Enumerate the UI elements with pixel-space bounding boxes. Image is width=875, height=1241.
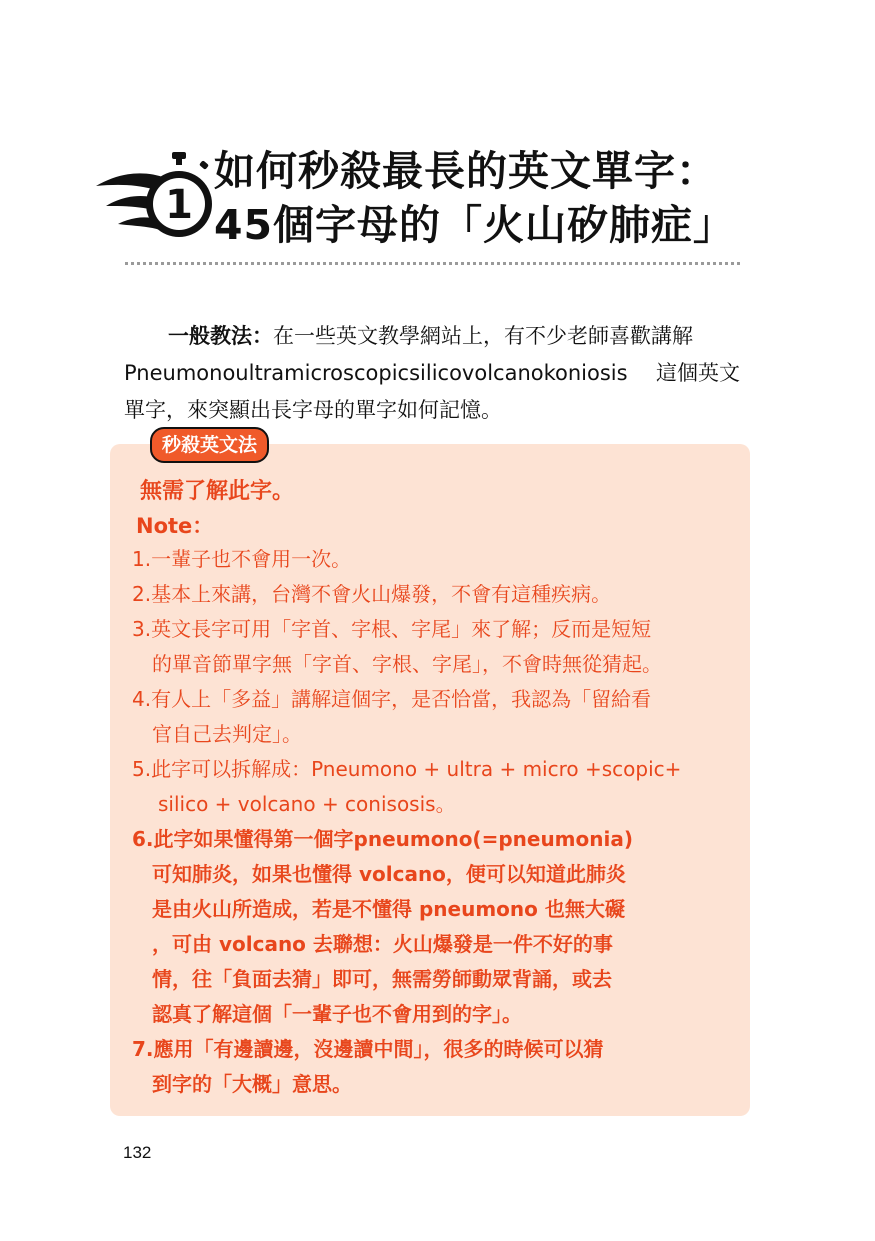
stopwatch-flame-icon bbox=[92, 148, 212, 248]
intro-line-3: 單字，來突顯出長字母的單字如何記憶。 bbox=[124, 398, 502, 422]
note-line-12: ，可由 volcano 去聯想：火山爆發是一件不好的事 bbox=[152, 932, 613, 956]
note-line-9: 6.此字如果懂得第一個字pneumono(=pneumonia) bbox=[132, 827, 633, 851]
title-line-2: 45個字母的「火山矽肺症」 bbox=[214, 201, 736, 249]
intro-line-1-text: 在一些英文教學網站上，有不少老師喜歡講解 bbox=[273, 324, 693, 348]
note-line-4: 的單音節單字無「字首、字根、字尾」，不會時無從猜起。 bbox=[152, 652, 662, 676]
note-label: Note： bbox=[136, 514, 214, 538]
note-line-14: 認真了解這個「一輩子也不會用到的字」。 bbox=[152, 1002, 522, 1026]
intro-line-2-text: 這個英文 bbox=[656, 361, 740, 385]
note-line-2: 2.基本上來講，台灣不會火山爆發，不會有這種疾病。 bbox=[132, 582, 612, 606]
tip-content bbox=[132, 474, 742, 1102]
tip-headline: 無需了解此字。 bbox=[140, 479, 295, 504]
note-line-16: 到字的「大概」意思。 bbox=[152, 1072, 352, 1096]
tip-badge: 秒殺英文法 bbox=[150, 427, 269, 463]
intro-lead: 一般教法： bbox=[168, 324, 273, 348]
note-line-15: 7.應用「有邊讀邊，沒邊讀中間」，很多的時候可以猜 bbox=[132, 1037, 604, 1061]
long-word: Pneumonoultramicroscopicsilicovolcanokoniosis bbox=[124, 361, 628, 385]
note-line-13: 情，往「負面去猜」即可，無需勞師動眾背誦，或去 bbox=[152, 967, 612, 991]
note-line-7: 5.此字可以拆解成：Pneumono + ultra + micro +scopic+ bbox=[132, 757, 682, 781]
page-title bbox=[214, 144, 774, 252]
note-line-8: silico + volcano + conisosis。 bbox=[158, 792, 456, 816]
title-divider bbox=[125, 262, 740, 265]
note-line-3: 3.英文長字可用「字首、字根、字尾」來了解；反而是短短 bbox=[132, 617, 652, 641]
title-line-1: 如何秒殺最長的英文單字： bbox=[214, 147, 718, 195]
intro-line-1 bbox=[124, 318, 740, 355]
note-line-11: 是由火山所造成，若是不懂得 pneumono 也無大礙 bbox=[152, 897, 625, 921]
note-line-10: 可知肺炎，如果也懂得 volcano，便可以知道此肺炎 bbox=[152, 862, 626, 886]
note-line-5: 4.有人上「多益」講解這個字，是否恰當，我認為「留給看 bbox=[132, 687, 652, 711]
note-line-1: 1.一輩子也不會用一次。 bbox=[132, 547, 352, 571]
page-number: 132 bbox=[123, 1143, 152, 1162]
intro-paragraph bbox=[124, 318, 740, 429]
intro-line-2 bbox=[124, 355, 740, 392]
note-line-6: 官自己去判定」。 bbox=[152, 722, 302, 746]
emblem-number: 1 bbox=[165, 182, 193, 228]
